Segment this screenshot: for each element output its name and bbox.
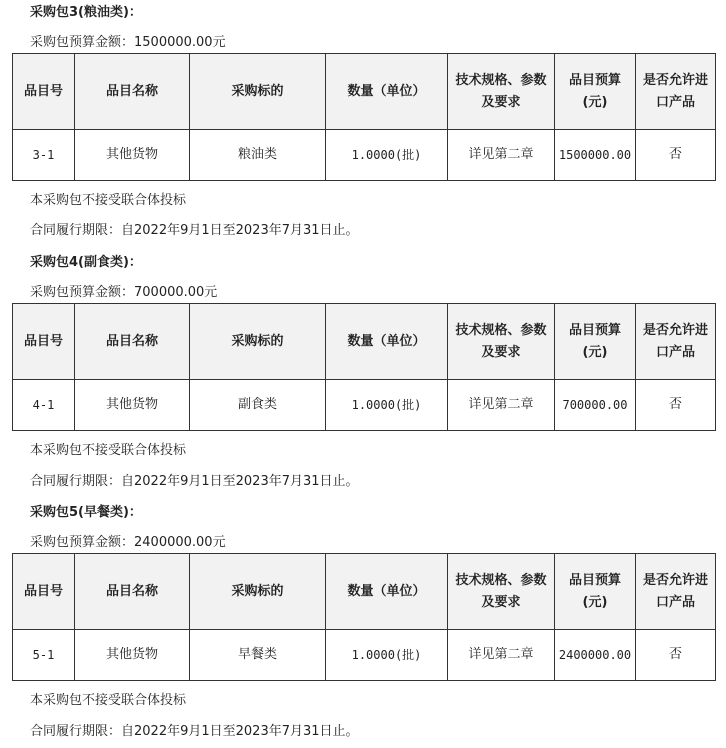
table-header-row — [13, 304, 716, 380]
header-item-name: 品目名称 — [75, 54, 190, 130]
cell-item-no: 3-1 — [13, 130, 75, 181]
cell-item-name: 其他货物 — [75, 630, 190, 681]
cell-import: 否 — [636, 130, 716, 181]
header-budget: 品目预算(元) — [555, 54, 636, 130]
cell-item-no: 4-1 — [13, 380, 75, 431]
package-3-title: 采购包3(粮油类)： — [30, 5, 142, 20]
cell-item-no: 5-1 — [13, 630, 75, 681]
header-target: 采购标的 — [190, 54, 326, 130]
package-5-budget: 采购包预算金额：2400000.00元 — [30, 535, 226, 550]
cell-budget: 700000.00 — [555, 380, 636, 431]
header-target: 采购标的 — [190, 554, 326, 630]
table-row — [13, 130, 716, 181]
package-5-consortium-note: 本采购包不接受联合体投标 — [30, 693, 187, 708]
package-4-budget: 采购包预算金额：700000.00元 — [30, 285, 218, 300]
package-4-consortium-note: 本采购包不接受联合体投标 — [30, 443, 187, 458]
package-4-title: 采购包4(副食类)： — [30, 255, 142, 270]
header-quantity: 数量（单位） — [326, 54, 448, 130]
header-item-name: 品目名称 — [75, 554, 190, 630]
table-row — [13, 630, 716, 681]
cell-spec: 详见第二章 — [448, 130, 555, 181]
cell-spec: 详见第二章 — [448, 380, 555, 431]
header-quantity: 数量（单位） — [326, 304, 448, 380]
header-quantity: 数量（单位） — [326, 554, 448, 630]
cell-item-name: 其他货物 — [75, 380, 190, 431]
header-spec: 技术规格、参数及要求 — [448, 554, 555, 630]
cell-import: 否 — [636, 380, 716, 431]
cell-budget: 2400000.00 — [555, 630, 636, 681]
header-import: 是否允许进口产品 — [636, 304, 716, 380]
header-item-no: 品目号 — [13, 304, 75, 380]
cell-spec: 详见第二章 — [448, 630, 555, 681]
header-import: 是否允许进口产品 — [636, 54, 716, 130]
package-5-title: 采购包5(早餐类)： — [30, 505, 142, 520]
header-spec: 技术规格、参数及要求 — [448, 304, 555, 380]
header-import: 是否允许进口产品 — [636, 554, 716, 630]
header-item-no: 品目号 — [13, 54, 75, 130]
header-target: 采购标的 — [190, 304, 326, 380]
header-spec: 技术规格、参数及要求 — [448, 54, 555, 130]
cell-quantity: 1.0000(批) — [326, 130, 448, 181]
cell-quantity: 1.0000(批) — [326, 630, 448, 681]
cell-target: 副食类 — [190, 380, 326, 431]
table-header-row — [13, 554, 716, 630]
package-3-period-note: 合同履行期限：自2022年9月1日至2023年7月31日止。 — [30, 223, 359, 238]
cell-quantity: 1.0000(批) — [326, 380, 448, 431]
cell-target: 早餐类 — [190, 630, 326, 681]
package-3-consortium-note: 本采购包不接受联合体投标 — [30, 193, 187, 208]
header-item-no: 品目号 — [13, 554, 75, 630]
package-4-table — [12, 303, 716, 431]
package-5-period-note: 合同履行期限：自2022年9月1日至2023年7月31日止。 — [30, 724, 359, 739]
cell-import: 否 — [636, 630, 716, 681]
package-4-period-note: 合同履行期限：自2022年9月1日至2023年7月31日止。 — [30, 474, 359, 489]
package-3-budget: 采购包预算金额：1500000.00元 — [30, 35, 226, 50]
table-header-row — [13, 54, 716, 130]
package-3-table — [12, 53, 716, 181]
header-item-name: 品目名称 — [75, 304, 190, 380]
header-budget: 品目预算(元) — [555, 554, 636, 630]
cell-budget: 1500000.00 — [555, 130, 636, 181]
cell-item-name: 其他货物 — [75, 130, 190, 181]
header-budget: 品目预算(元) — [555, 304, 636, 380]
package-5-table — [12, 553, 716, 681]
table-row — [13, 380, 716, 431]
cell-target: 粮油类 — [190, 130, 326, 181]
